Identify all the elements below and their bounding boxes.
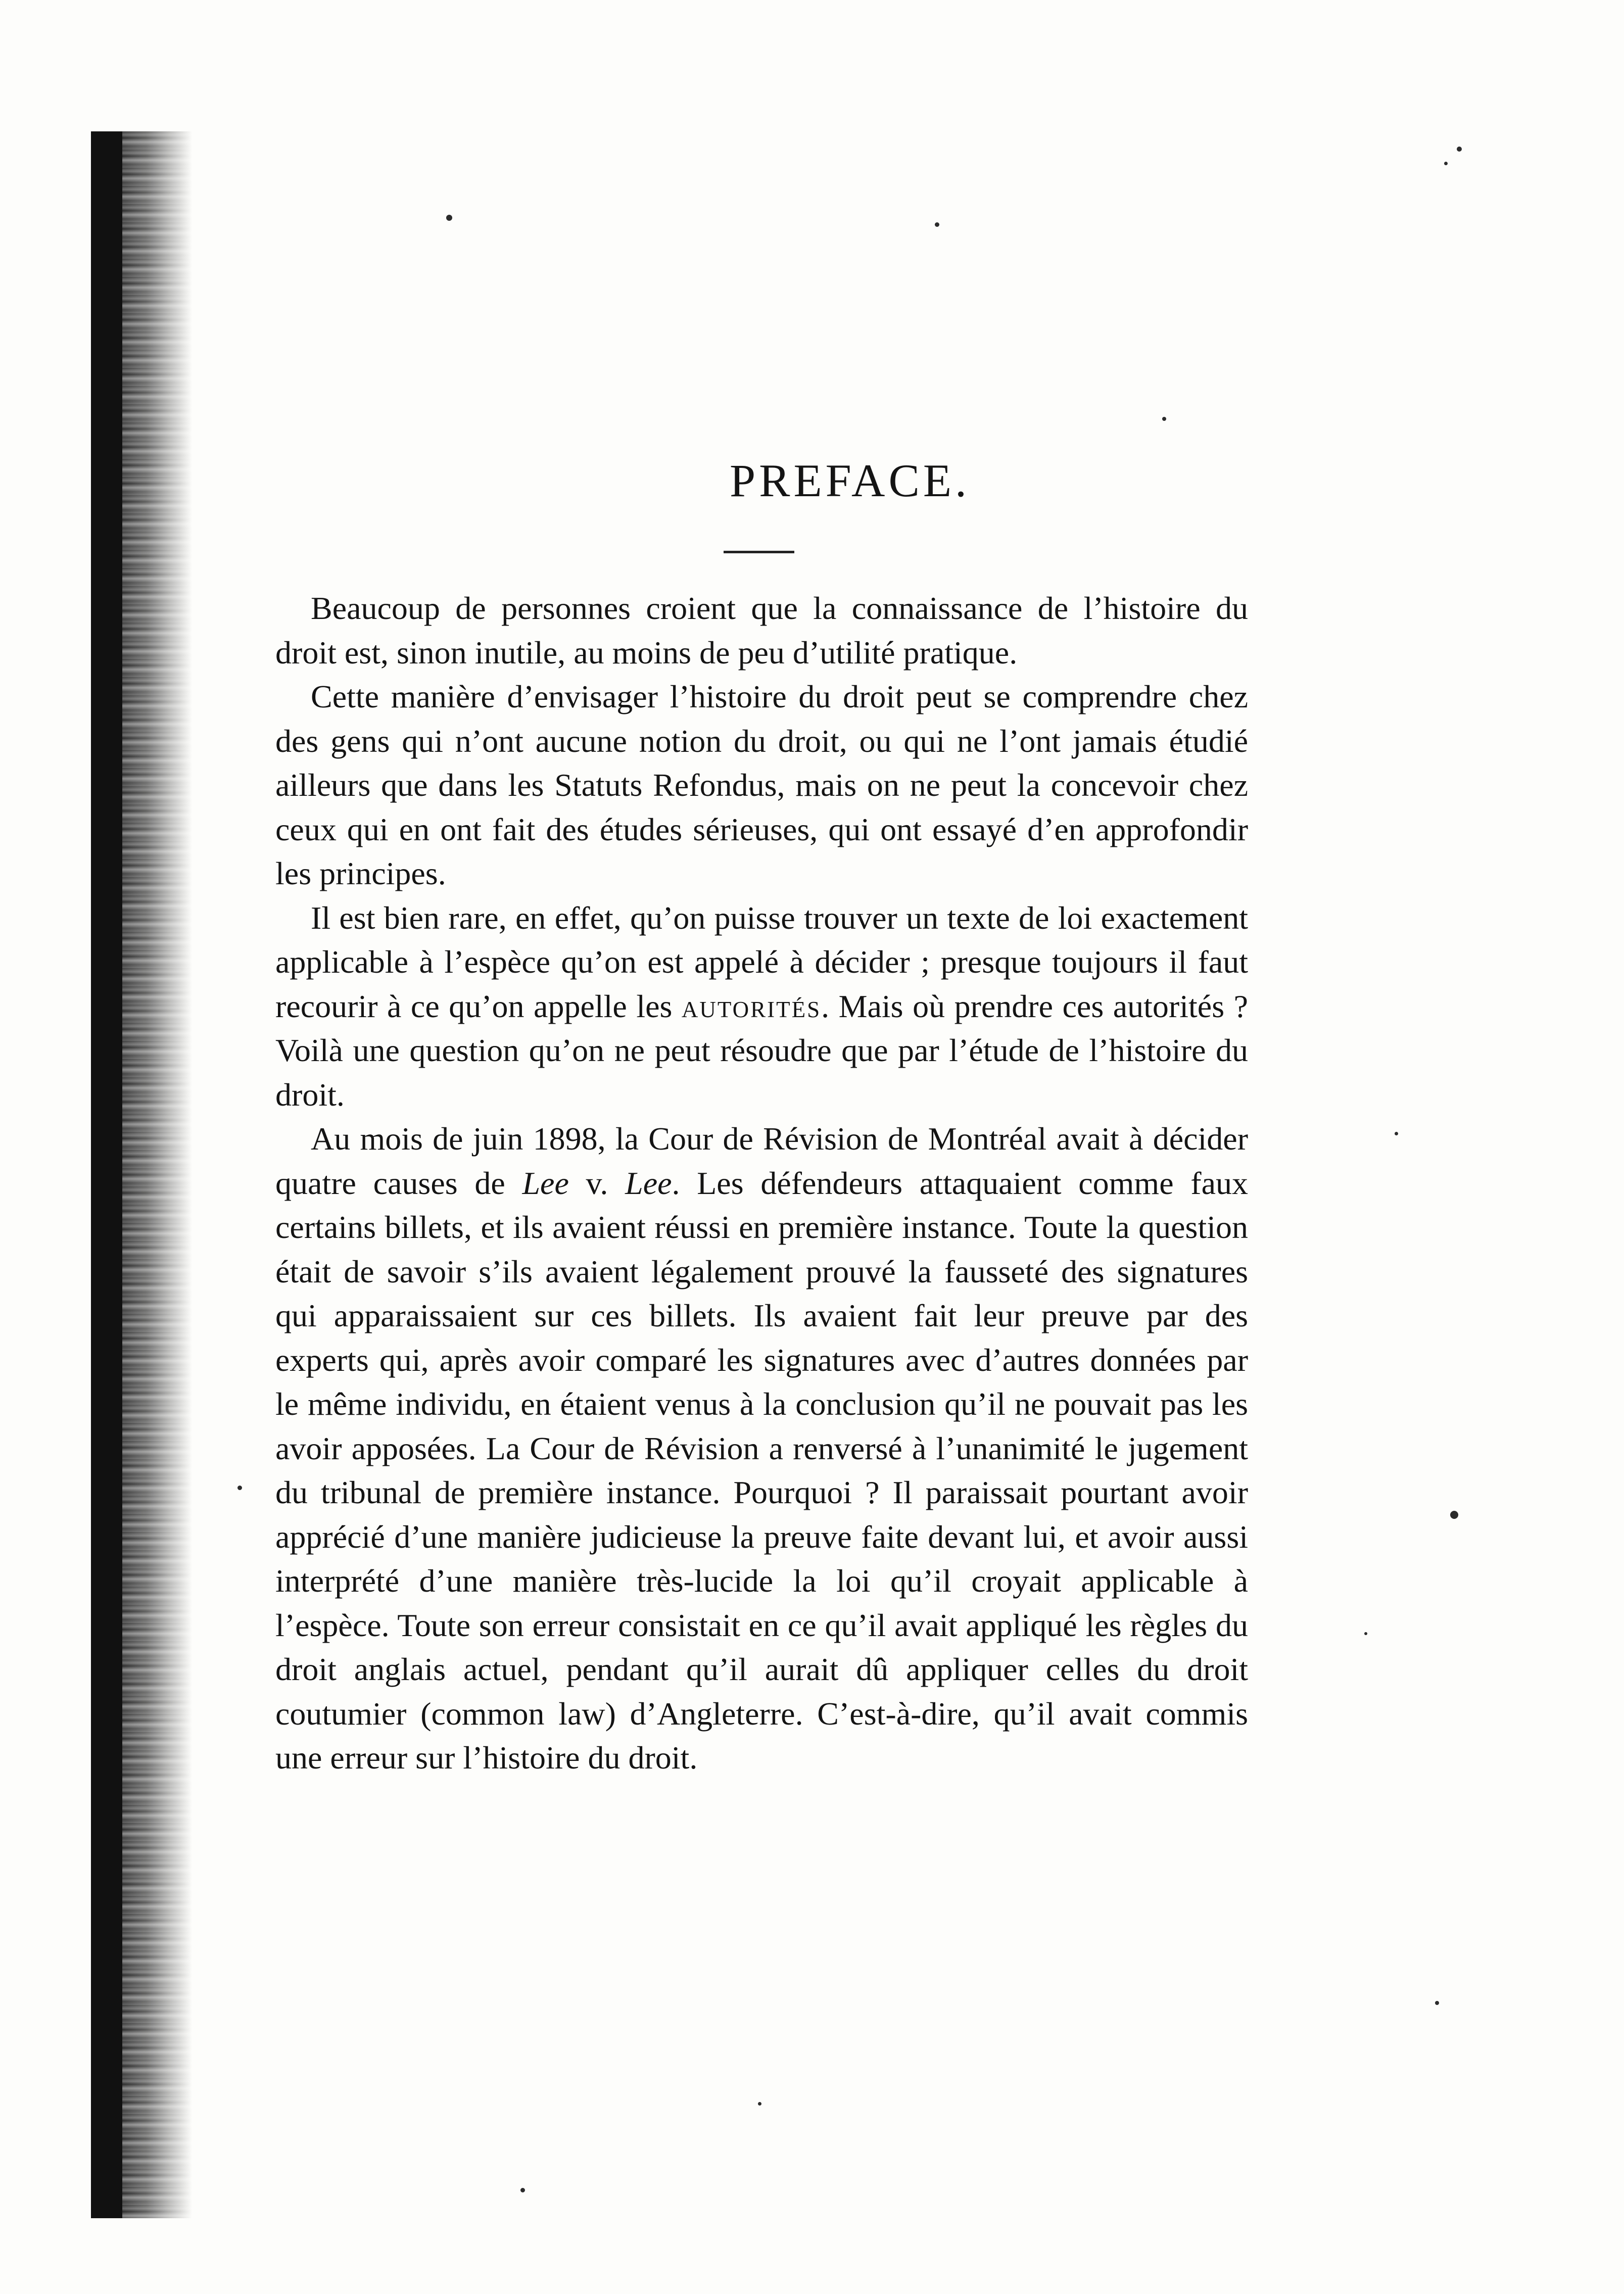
scan-speck xyxy=(1457,147,1462,152)
paragraph-3-text-end: . Mais où prendre ces autorités ? Voilà une question qu’on ne peut résoudre que par l’étude de l’histoire du droit. xyxy=(275,988,1249,1113)
paragraph-1 xyxy=(275,586,1248,675)
page-title: PREFACE. xyxy=(729,455,971,506)
scan-speck xyxy=(1435,2001,1439,2005)
scan-speck xyxy=(520,2188,525,2192)
title-rule xyxy=(724,551,794,553)
scan-speck xyxy=(237,1486,242,1490)
body-text xyxy=(275,586,1248,1780)
case-name-second: Lee xyxy=(625,1165,672,1201)
paragraph-1-text: Beaucoup de personnes croient que la connaissance de l’histoire du droit est, sinon inutile, au moins de peu d’utilité pratique. xyxy=(275,590,1248,671)
case-name-first: Lee xyxy=(522,1165,569,1201)
paragraph-4 xyxy=(275,1117,1248,1780)
case-name-versus: v. xyxy=(568,1165,626,1201)
scan-speck xyxy=(446,215,452,221)
scan-speck xyxy=(1395,1132,1398,1135)
paragraph-2 xyxy=(275,675,1248,896)
scan-speck xyxy=(935,222,939,227)
scan-speck xyxy=(758,2102,761,2106)
gutter-edge xyxy=(91,131,122,2218)
paragraph-3 xyxy=(275,896,1248,1117)
scan-speck xyxy=(1364,1632,1367,1635)
paragraph-3-smallcaps: autorités xyxy=(681,988,822,1024)
paragraph-4-text-start: Au mois de juin 1898, la Cour de Révision de Montréal avait à décider quatre causes de xyxy=(275,1121,1248,1201)
paragraph-4-text-end: . Les défendeurs attaquaient comme faux certains billets, et ils avaient réussi en première instance. Toute la question était de savoir s’ils avaient légalement prouvé la fausseté des signatures qui apparaissaient sur ces billets. Ils avaient fait leur preuve par des experts qui, après avoir comparé les signatures avec d’autres données par le même individu, en étaient venus à la conclusion qu’il ne pouvait pas les avoir apposées. La Cour de Révision a renversé à l’unanimité le jugement du tribunal de première instance. Pourquoi ? Il paraissait pourtant avoir apprécié d’une manière judicieuse la preuve faite devant lui, et avoir aussi interprété d’une manière très-lucide la loi qu’il croyait applicable à l’espèce. Toute son erreur consistait en ce qu’il avait appliqué les règles du droit anglais actuel, pendant qu’il aurait dû appliquer celles du droit coutumier (common law) d’Angleterre. C’est-à-dire, qu’il avait commis une erreur sur l’histoire du droit. xyxy=(275,1165,1249,1776)
scan-speck xyxy=(1444,162,1448,165)
scan-speck xyxy=(1162,417,1166,421)
paragraph-3-text-start: Il est bien rare, en effet, qu’on puisse trouver un texte de loi exactement applicable à l’espèce qu’on est appelé à décider ; presque toujours il faut recourir à ce qu’on appelle les xyxy=(275,899,1248,1024)
binding-gutter xyxy=(91,131,192,2218)
scan-speck xyxy=(1450,1511,1458,1519)
paragraph-2-text: Cette manière d’envisager l’histoire du droit peut se comprendre chez des gens qui n’ont aucune notion du droit, ou qui ne l’ont jamais étudié ailleurs que dans les Statuts Refondus, mais on ne peut la concevoir chez ceux qui en ont fait des études sérieuses, qui ont essayé d’en approfondir les principes. xyxy=(275,679,1248,891)
